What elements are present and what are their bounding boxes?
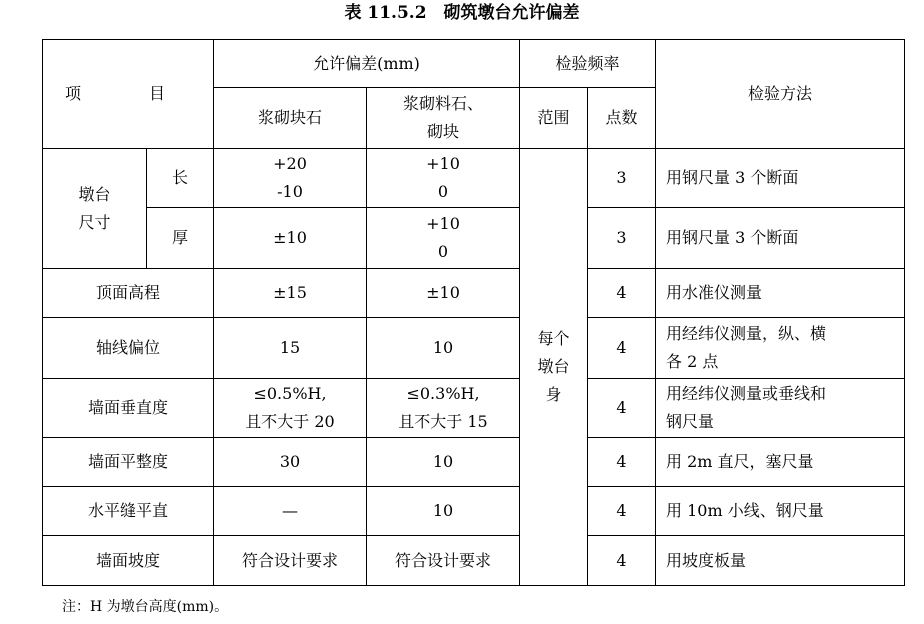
wall-slope-label: 墙面坡度 bbox=[43, 536, 214, 586]
wall-flatness-label: 墙面平整度 bbox=[43, 438, 214, 487]
wall-flatness-stone: 10 bbox=[367, 438, 520, 487]
tolerance-table bbox=[42, 39, 905, 586]
wall-flatness-method: 用 2m 直尺，塞尺量 bbox=[656, 438, 905, 487]
length-rubble: +20 -10 bbox=[214, 149, 367, 208]
length-stone: +10 0 bbox=[367, 149, 520, 208]
table-caption: 表 11.5.2 砌筑墩台允许偏差 bbox=[344, 3, 580, 23]
joint-straight-method: 用 10m 小线、钢尺量 bbox=[656, 487, 905, 536]
header-item: 项 目 bbox=[43, 40, 214, 149]
joint-straight-label: 水平缝平直 bbox=[43, 487, 214, 536]
wall-vertical-stone: ≤0.3%H, 且不大于 15 bbox=[367, 379, 520, 438]
thickness-method: 用钢尺量 3 个断面 bbox=[656, 208, 905, 269]
table-row-wall-flatness bbox=[43, 438, 905, 487]
header-method: 检验方法 bbox=[656, 40, 905, 149]
wall-flatness-points: 4 bbox=[588, 438, 656, 487]
wall-slope-stone: 符合设计要求 bbox=[367, 536, 520, 586]
joint-straight-points: 4 bbox=[588, 487, 656, 536]
wall-vertical-rubble: ≤0.5%H, 且不大于 20 bbox=[214, 379, 367, 438]
axis-offset-points: 4 bbox=[588, 318, 656, 379]
table-row-thickness bbox=[43, 208, 905, 269]
wall-slope-method: 用坡度板量 bbox=[656, 536, 905, 586]
header-points: 点数 bbox=[588, 88, 656, 149]
axis-offset-rubble: 15 bbox=[214, 318, 367, 379]
header-row-1 bbox=[43, 40, 905, 88]
header-scope: 范围 bbox=[520, 88, 588, 149]
axis-offset-label: 轴线偏位 bbox=[43, 318, 214, 379]
joint-straight-stone: 10 bbox=[367, 487, 520, 536]
top-elevation-method: 用水准仪测量 bbox=[656, 269, 905, 318]
table-row-joint-straight bbox=[43, 487, 905, 536]
table-row-length bbox=[43, 149, 905, 208]
thickness-points: 3 bbox=[588, 208, 656, 269]
table-note: 注：H 为墩台高度(mm)。 bbox=[62, 599, 229, 615]
table-row-wall-slope bbox=[43, 536, 905, 586]
length-method: 用钢尺量 3 个断面 bbox=[656, 149, 905, 208]
header-frequency: 检验频率 bbox=[520, 40, 656, 88]
wall-slope-points: 4 bbox=[588, 536, 656, 586]
table-row-top-elevation bbox=[43, 269, 905, 318]
thickness-label: 厚 bbox=[147, 208, 214, 269]
table-row-axis-offset bbox=[43, 318, 905, 379]
length-points: 3 bbox=[588, 149, 656, 208]
thickness-stone: +10 0 bbox=[367, 208, 520, 269]
header-tolerance: 允许偏差(mm) bbox=[214, 40, 520, 88]
axis-offset-stone: 10 bbox=[367, 318, 520, 379]
wall-vertical-label: 墙面垂直度 bbox=[43, 379, 214, 438]
wall-slope-rubble: 符合设计要求 bbox=[214, 536, 367, 586]
wall-vertical-points: 4 bbox=[588, 379, 656, 438]
size-group-label: 墩台 尺寸 bbox=[43, 149, 147, 269]
top-elevation-label: 顶面高程 bbox=[43, 269, 214, 318]
top-elevation-points: 4 bbox=[588, 269, 656, 318]
header-mortar-rubble: 浆砌块石 bbox=[214, 88, 367, 149]
header-mortar-stone: 浆砌料石、 砌块 bbox=[367, 88, 520, 149]
axis-offset-method: 用经纬仪测量，纵、横 各 2 点 bbox=[656, 318, 905, 379]
length-label: 长 bbox=[147, 149, 214, 208]
top-elevation-rubble: ±15 bbox=[214, 269, 367, 318]
scope-cell: 每个 墩台 身 bbox=[520, 149, 588, 586]
top-elevation-stone: ±10 bbox=[367, 269, 520, 318]
table-row-wall-vertical bbox=[43, 379, 905, 438]
thickness-rubble: ±10 bbox=[214, 208, 367, 269]
wall-flatness-rubble: 30 bbox=[214, 438, 367, 487]
wall-vertical-method: 用经纬仪测量或垂线和 钢尺量 bbox=[656, 379, 905, 438]
joint-straight-rubble: — bbox=[214, 487, 367, 536]
